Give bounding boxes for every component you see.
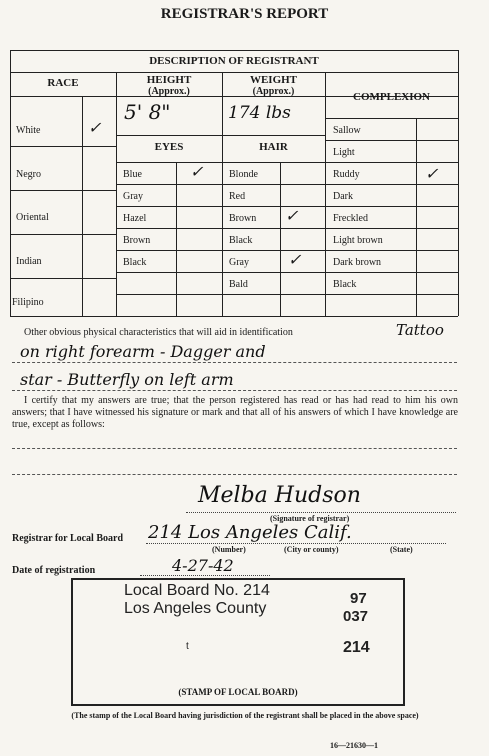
- eye-blue: Blue: [123, 169, 142, 180]
- race-filipino: Filipino: [12, 297, 44, 308]
- race-indian: Indian: [16, 256, 42, 267]
- stamp-number-1: 97: [350, 590, 367, 607]
- form-number: 16—21630—1: [330, 741, 378, 750]
- local-board-label: Registrar for Local Board: [12, 533, 124, 544]
- date-value: 4-27-42: [172, 556, 234, 575]
- eyes-header: EYES: [154, 141, 184, 153]
- complexion-light-brown: Light brown: [333, 235, 383, 246]
- caption-city-county: (City or county): [284, 545, 339, 554]
- race-header: RACE: [47, 77, 79, 89]
- hair-gray-check-mark: ✓: [288, 250, 302, 269]
- stamp-dot: t: [186, 641, 189, 652]
- eye-blue-check-mark: ✓: [190, 162, 204, 181]
- complexion-light: Light: [333, 147, 355, 158]
- stamp-county: Los Angeles County: [124, 600, 267, 617]
- height-subheader: (Approx.): [148, 86, 190, 97]
- complexion-freckled: Freckled: [333, 213, 368, 224]
- height-value: 5' 8": [124, 100, 171, 124]
- table-bottom-border: [10, 316, 458, 317]
- race-oriental: Oriental: [16, 212, 49, 223]
- page-title: REGISTRAR'S REPORT: [160, 6, 329, 22]
- hair-blonde: Blonde: [229, 169, 258, 180]
- stamp-caption: (STAMP OF LOCAL BOARD): [178, 687, 298, 697]
- hair-brown: Brown: [229, 213, 257, 224]
- tattoo-line-1: Tattoo: [396, 321, 444, 339]
- stamp-number-2: 037: [343, 608, 369, 625]
- local-board-value: 214 Los Angeles Calif.: [148, 522, 352, 543]
- height-header: HEIGHT: [146, 74, 192, 86]
- description-heading: DESCRIPTION OF REGISTRANT: [149, 55, 319, 67]
- eye-hazel: Hazel: [123, 213, 147, 224]
- registrar-signature: Melba Hudson: [198, 483, 361, 508]
- hair-red: Red: [229, 191, 246, 202]
- eye-black: Black: [123, 257, 147, 268]
- hair-brown-check-mark: ✓: [285, 206, 299, 225]
- complexion-dark-brown: Dark brown: [333, 257, 382, 268]
- stamp-number-3: 214: [343, 639, 370, 656]
- hair-gray: Gray: [229, 257, 249, 268]
- complexion-dark: Dark: [333, 191, 353, 202]
- hair-black: Black: [229, 235, 253, 246]
- complexion-ruddy: Ruddy: [333, 169, 360, 180]
- caption-number: (Number): [212, 545, 246, 554]
- eye-gray: Gray: [123, 191, 143, 202]
- race-white-check-mark: ✓: [88, 118, 102, 137]
- weight-header: WEIGHT: [249, 74, 298, 86]
- date-label: Date of registration: [12, 565, 96, 576]
- complexion-sallow: Sallow: [333, 125, 361, 136]
- hair-header: HAIR: [259, 141, 288, 153]
- caption-state: (State): [390, 545, 413, 554]
- weight-subheader: (Approx.): [252, 86, 295, 97]
- eye-brown: Brown: [123, 235, 151, 246]
- certification-text: I certify that my answers are true; that the person registered has read or has had read to him his own answers; that I have witnessed his signature or mark and that all of his answers of which I have knowledge are true, except as follows:: [12, 395, 458, 430]
- signature-caption: (Signature of registrar): [270, 514, 350, 523]
- stamp-instruction-note: (The stamp of the Local Board having jurisdiction of the registrant shall be placed in the above space): [71, 711, 419, 720]
- complexion-black: Black: [333, 279, 357, 290]
- complexion-ruddy-check-mark: ✓: [425, 164, 439, 183]
- weight-value: 174 lbs: [228, 103, 291, 123]
- race-white: White: [16, 125, 41, 136]
- other-characteristics-label: Other obvious physical characteristics that will aid in identification: [24, 327, 293, 338]
- race-negro: Negro: [16, 169, 41, 180]
- hair-bald: Bald: [229, 279, 248, 290]
- tattoo-line-2: on right forearm - Dagger and: [20, 342, 266, 361]
- table-top-border: [10, 50, 458, 51]
- stamp-board-number: Local Board No. 214: [124, 582, 270, 599]
- tattoo-line-3: star - Butterfly on left arm: [20, 370, 234, 389]
- complexion-header: COMPLEXION: [353, 91, 430, 103]
